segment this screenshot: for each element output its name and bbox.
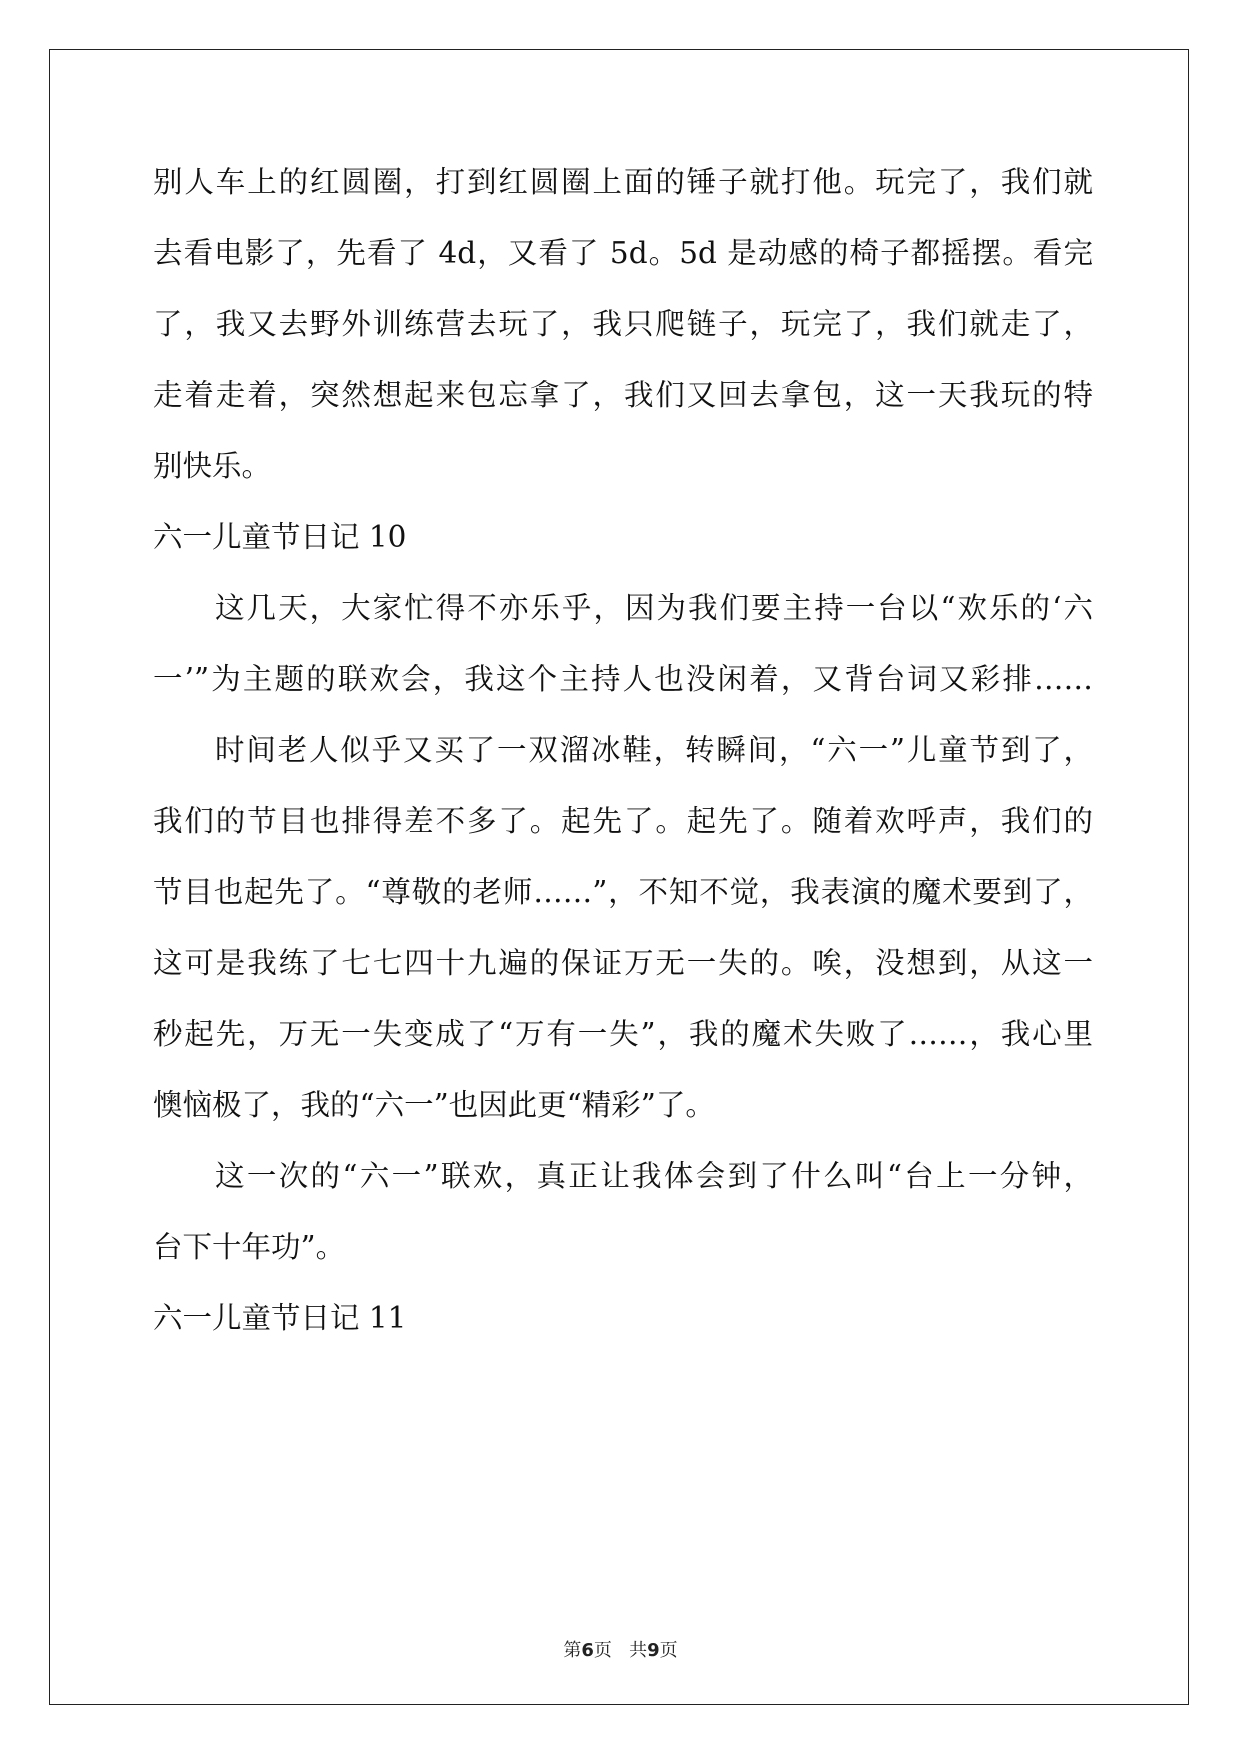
paragraph-line: 别快乐。 [153,449,272,483]
paragraph-line: 了，我又去野外训练营去玩了，我只爬链子，玩完了，我们就走了， [153,307,1093,341]
paragraph-line: 这一次的“六一”联欢，真正让我体会到了什么叫“台上一分钟， [215,1159,1093,1193]
footer-middle: 页 共 [593,1640,648,1661]
paragraph-line: 秒起先，万无一失变成了“万有一失”，我的魔术失败了……，我心里 [153,1017,1093,1051]
paragraph-line: 这几天，大家忙得不亦乐乎，因为我们要主持一台以“欢乐的‘六 [215,591,1093,625]
paragraph-line: 时间老人似乎又买了一双溜冰鞋，转瞬间，“六一”儿童节到了， [215,733,1093,767]
footer-suffix: 页 [659,1640,678,1661]
paragraph-line: 别人车上的红圆圈，打到红圆圈上面的锤子就打他。玩完了，我们就 [153,165,1093,199]
page-footer [0,1636,1241,1662]
paragraph-line: 我们的节目也排得差不多了。起先了。起先了。随着欢呼声，我们的 [153,804,1093,838]
current-page-number: 6 [581,1640,594,1661]
paragraph-line: 懊恼极了，我的“六一”也因此更“精彩”了。 [153,1088,715,1122]
section-heading: 六一儿童节日记 11 [153,1301,407,1335]
paragraph-line: 台下十年功”。 [153,1230,346,1264]
footer-prefix: 第 [563,1640,582,1661]
paragraph-line: 走着走着，突然想起来包忘拿了，我们又回去拿包，这一天我玩的特 [153,378,1093,412]
paragraph-line: 一’”为主题的联欢会，我这个主持人也没闲着，又背台词又彩排…… [153,662,1093,696]
paragraph-line: 这可是我练了七七四十九遍的保证万无一失的。唉，没想到，从这一 [153,946,1093,980]
paragraph-line: 节目也起先了。“尊敬的老师……”，不知不觉，我表演的魔术要到了， [153,875,1093,909]
paragraph-line: 去看电影了，先看了 4d，又看了 5d。5d 是动感的椅子都摇摆。看完 [153,236,1093,270]
section-heading: 六一儿童节日记 10 [153,520,407,554]
total-pages-number: 9 [647,1640,660,1661]
